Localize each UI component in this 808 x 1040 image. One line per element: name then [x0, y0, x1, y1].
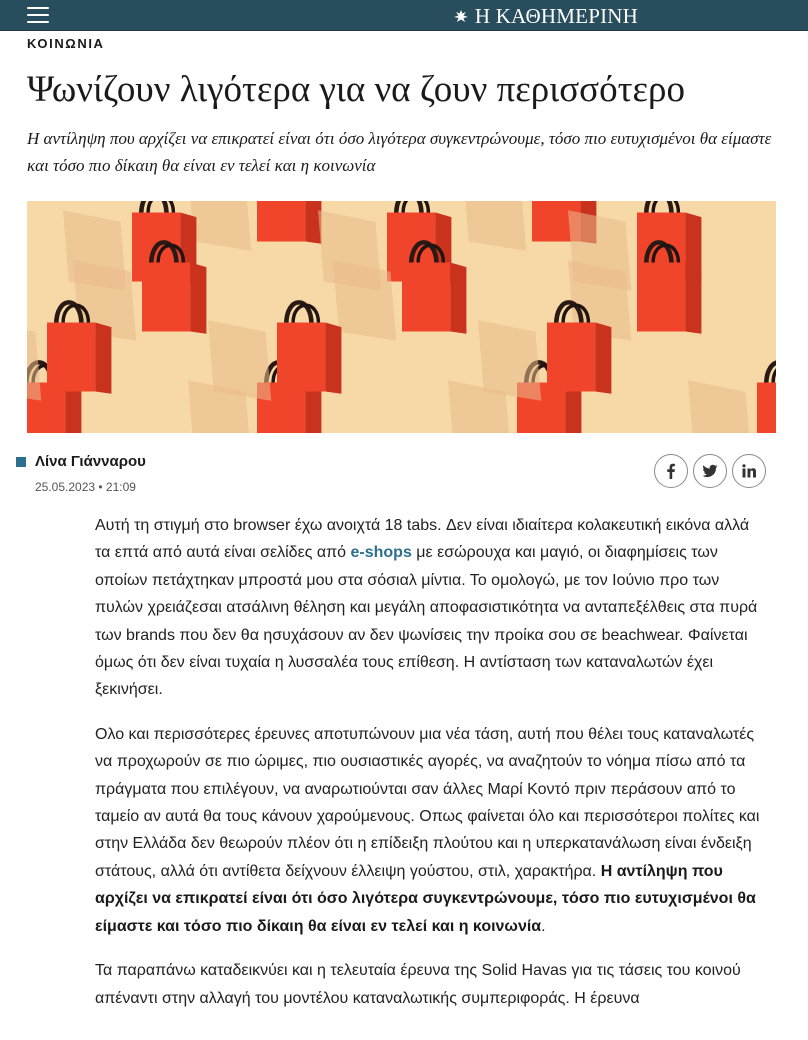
paragraph — [95, 957, 765, 1012]
paragraph — [95, 721, 765, 940]
e-shops-link[interactable]: e-shops — [350, 544, 412, 562]
paragraph-text: Τα παραπάνω καταδεικνύει και η τελευταία έρευνα της Solid Havas για τις τάσεις του κοινού απέναντι στην αλλαγή του μοντέλου καταναλωτικής συμπεριφοράς. Η έρευνα — [95, 962, 741, 1007]
article-headline: Ψωνίζουν λιγότερα για να ζουν περισσότερο — [27, 69, 685, 110]
author-marker — [16, 457, 26, 467]
top-navigation-bar — [0, 0, 808, 31]
shopping-bag — [188, 201, 321, 251]
hero-image — [27, 201, 776, 433]
section-label[interactable]: ΚΟΙΝΩΝΙΑ — [27, 36, 105, 51]
highlighted-quote: Η αντίληψη που αρχίζει να επικρατεί είναι ότι όσο λιγότερα συγκεντρώνουμε, τόσο πιο ευτυχισμένοι θα είμαστε και τόσο πιο δίκαιη θα είναι εν τελεί και η κοινωνία — [95, 862, 756, 935]
site-logo[interactable] — [453, 4, 638, 29]
paragraph-text: Ολο και περισσότερες έρευνες αποτυπώνουν μια νέα τάση, αυτή που θέλει τους καταναλωτές να προχωρούν σε πιο ώριμες, πιο ουσιαστικές αγορές, να αναζητούν το νόημα πίσω από τα πράγματα που επιλέγουν, να αναρωτιούνται σαν άλλες Μαρί Κοντό πριν περάσουν από το ταμείο αν αυτά θα τους κάνουν χαρούμενους. Οπως φαίνεται όλο και περισσότεροι πολίτες και στην Ελλάδα δεν θεωρούν πλέον ότι η επίδειξη πλούτου και η υπερκατανάλωση είναι ένδειξη στάτους, αλλά ότι αντίθετα δείχνουν έλλειψη γούστου, στιλ, χαρακτήρα. — [95, 725, 760, 880]
author-row — [16, 454, 776, 494]
shopping-bag — [688, 362, 776, 433]
share-buttons — [654, 454, 766, 488]
logo-text: Η ΚΑΘΗΜΕΡΙΝΗ — [474, 4, 638, 28]
article-body — [95, 512, 765, 1029]
share-linkedin-button[interactable] — [732, 454, 766, 488]
share-facebook-button[interactable] — [654, 454, 688, 488]
facebook-icon — [663, 463, 679, 479]
linkedin-icon — [741, 463, 757, 479]
twitter-icon — [702, 463, 718, 479]
paragraph-text: Αυτή τη στιγμή στο browser έχω ανοιχτά 18 tabs. Δεν είναι ιδιαίτερα κολακευτική εικόνα αλλά τα επτά από αυτά είναι σελίδες από — [95, 517, 750, 562]
shopping-bags-illustration — [27, 201, 776, 433]
share-twitter-button[interactable] — [693, 454, 727, 488]
paragraph — [95, 512, 765, 704]
article-subtitle: Η αντίληψη που αρχίζει να επικρατεί είναι ότι όσο λιγότερα συγκεντρώνουμε, τόσο πιο ευτυχισμένοι θα είμαστε και τόσο πιο δίκαιη θα είναι εν τελεί και η κοινωνία — [27, 129, 772, 175]
publish-date: 25.05.2023 • 21:09 — [35, 480, 136, 494]
author-name[interactable]: Λίνα Γιάνναρου — [35, 453, 146, 470]
hamburger-icon[interactable] — [27, 7, 49, 23]
eagle-emblem-icon — [453, 9, 469, 25]
paragraph-text: . — [541, 917, 546, 935]
paragraph-text: με εσώρουχα και μαγιό, οι διαφημίσεις των οποίων πετάχτηκαν μπροστά μου στα σόσιαλ μίντια. Το ομολογώ, με τον Ιούνιο προ των πυλών χρειάζεσαι ατσάλινη θέληση και μεγάλη αποφασιστικότητα να ανταπεξέλθεις στα πυρά των brands που δεν θα ησυχάσουν αν δεν ψωνίσεις την προίκα σου σε beachwear. Φαίνεται όμως ότι δεν είναι τυχαία η λυσσαλέα τους επίθεση. Η αντίσταση των καταναλωτών έχει ξεκινήσει. — [95, 544, 758, 699]
